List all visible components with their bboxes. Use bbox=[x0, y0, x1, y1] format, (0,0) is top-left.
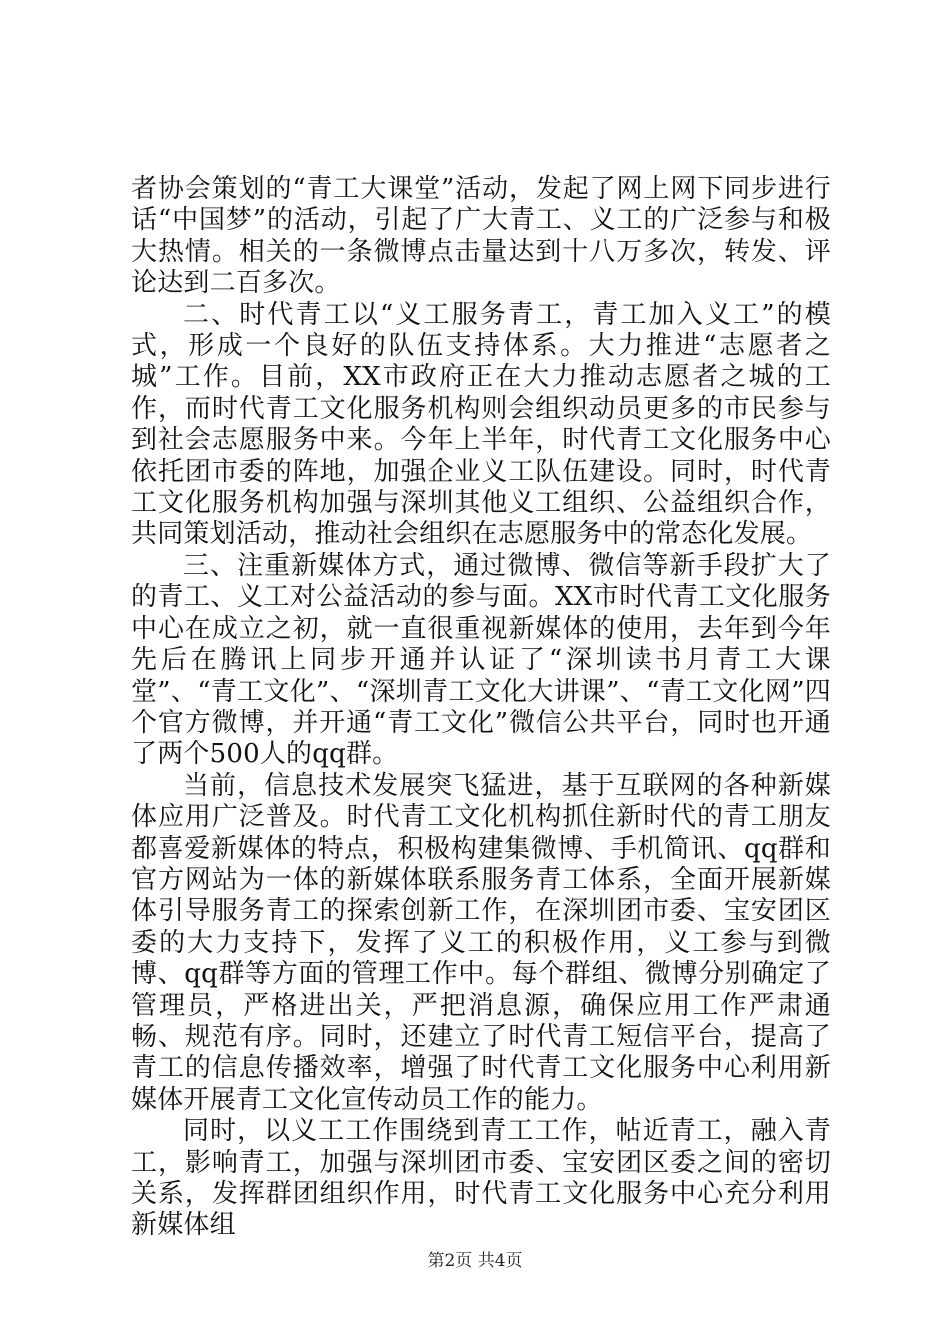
paragraph-5: 同时，以义工工作围绕到青工工作，帖近青工，融入青工，影响青工，加强与深圳团市委、宝安团区委之间的密切关系，发挥群团组织作用，时代青工文化服务中心充分利用新媒体组 bbox=[131, 1116, 831, 1241]
page-number-label: 第2页 共4页 bbox=[427, 1251, 523, 1271]
paragraph-2: 二、时代青工以“义工服务青工，青工加入义工”的模式，形成一个良好的队伍支持体系。大力推进“志愿者之城”工作。目前，XX市政府正在大力推动志愿者之城的工作，而时代青工文化服务机构则会组织动员更多的市民参与到社会志愿服务中来。今年上半年，时代青工文化服务中心依托团市委的阵地，加强企业义工队伍建设。同时，时代青工文化服务机构加强与深圳其他义工组织、公益组织合作，共同策划活动，推动社会组织在志愿服务中的常态化发展。 bbox=[131, 299, 831, 550]
page-footer bbox=[0, 1246, 950, 1271]
paragraph-3: 三、注重新媒体方式，通过微博、微信等新手段扩大了的青工、义工对公益活动的参与面。XX市时代青工文化服务中心在成立之初，就一直很重视新媒体的使用，去年到今年先后在腾讯上同步开通并认证了“深圳读书月青工大课堂”、“青工文化”、“深圳青工文化大讲课”、“青工文化网”四个官方微博，并开通“青工文化”微信公共平台，同时也开通了两个500人的qq群。 bbox=[131, 550, 831, 770]
document-body bbox=[131, 174, 831, 1242]
paragraph-4: 当前，信息技术发展突飞猛进，基于互联网的各种新媒体应用广泛普及。时代青工文化机构抓住新时代的青工朋友都喜爱新媒体的特点，积极构建集微博、手机简讯、qq群和官方网站为一体的新媒体联系服务青工体系，全面开展新媒体引导服务青工的探索创新工作，在深圳团市委、宝安团区委的大力支持下，发挥了义工的积极作用，义工参与到微博、qq群等方面的管理工作中。每个群组、微博分别确定了管理员，严格进出关，严把消息源，确保应用工作严肃通畅、规范有序。同时，还建立了时代青工短信平台，提高了青工的信息传播效率，增强了时代青工文化服务中心利用新媒体开展青工文化宣传动员工作的能力。 bbox=[131, 770, 831, 1115]
paragraph-1: 者协会策划的“青工大课堂”活动，发起了网上网下同步进行话“中国梦”的活动，引起了广大青工、义工的广泛参与和极大热情。相关的一条微博点击量达到十八万多次，转发、评论达到二百多次。 bbox=[131, 174, 831, 299]
